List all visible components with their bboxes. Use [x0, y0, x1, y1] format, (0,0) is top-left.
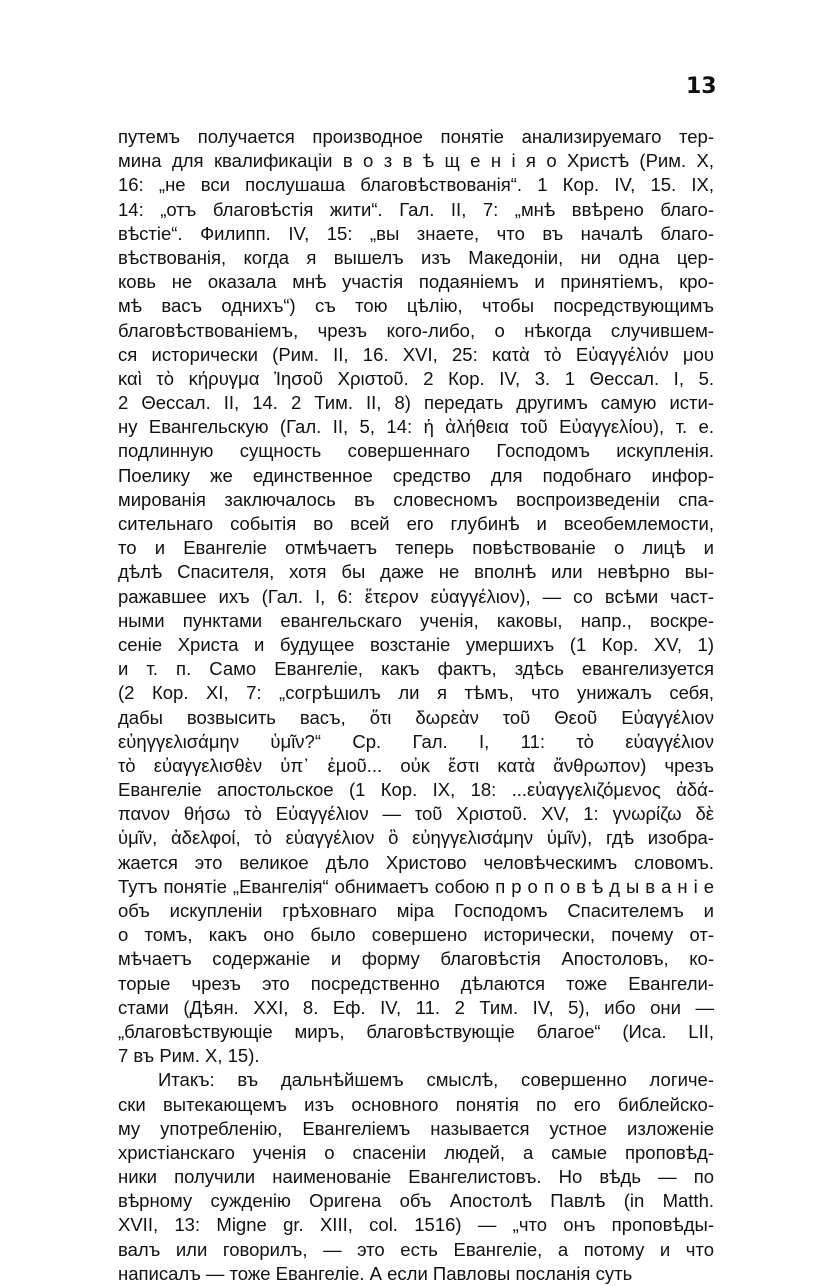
text-line: мина для квалификаціи в о з в ѣ щ е н і я о Христѣ (Рим. X,: [118, 150, 714, 172]
text-line: мированія заключалось въ словесномъ воспроизведеніи спа-: [118, 488, 714, 510]
text-line: стами (Дѣян. XXI, 8. Еф. IV, 11. 2 Тим. IV, 5), ибо они —: [118, 996, 714, 1018]
text-line: 14: „отъ благовѣстія жити“. Гал. II, 7: „мнѣ ввѣрено благо-: [118, 198, 714, 220]
text-line: валъ или говорилъ, — это есть Евангеліе, а потому и что: [118, 1238, 714, 1260]
text-line: Поелику же единственное средство для подобнаго инфор-: [118, 464, 714, 486]
text-line: ὑμῖν, ἀδελφοί, τὸ εὐαγγέλιον ὃ εὐηγγελισάμην ὑμῖν), гдѣ изобра-: [118, 827, 714, 849]
text-line: о томъ, какъ оно было совершено исторически, почему от-: [118, 924, 714, 946]
text-line: ражавшее ихъ (Гал. I, 6: ἕτερον εὐαγγέλιον), — со всѣми част-: [118, 585, 714, 607]
text-line: ся исторически (Рим. II, 16. XVI, 25: κατὰ τὸ Εὐαγγέλιόν μου: [118, 343, 714, 365]
text-line: καὶ τὸ κήρυγμα Ἰησοῦ Χριστοῦ. 2 Кор. IV, 3. 1 Θессал. I, 5.: [118, 367, 714, 389]
text-line: XVII, 13: Migne gr. XIII, col. 1516) — „что онъ проповѣды-: [118, 1214, 714, 1236]
paragraph: [118, 1068, 714, 1286]
page-number: 13: [686, 74, 717, 99]
text-line: христіанскаго ученія о спасеніи людей, а самые проповѣд-: [118, 1141, 714, 1163]
text-line: Тутъ понятіе „Евангелія“ обнимаетъ собою п р о п о в ѣ д ы в а н і е: [118, 875, 714, 897]
text-line: „благовѣствующіе миръ, благовѣствующіе благое“ (Иса. LII,: [118, 1020, 714, 1042]
text-line: Евангеліе апостольское (1 Кор. IX, 18: ...εὐαγγελιζόμενος ἀδά-: [118, 779, 714, 801]
text-line: (2 Кор. XI, 7: „согрѣшилъ ли я тѣмъ, что унижалъ себя,: [118, 682, 714, 704]
text-line: ски вытекающемъ изъ основного понятія по его библейско-: [118, 1093, 714, 1115]
text-line: подлинную сущность совершеннаго Господомъ искупленія.: [118, 440, 714, 462]
text-line: ну Евангельскую (Гал. II, 5, 14: ἡ ἀλήθεια τοῦ Εὐαγγελίου), т. е.: [118, 416, 714, 438]
text-line: мѣ васъ однихъ“) съ тою цѣлію, чтобы посредствующимъ: [118, 295, 714, 317]
text-line: жается это великое дѣло Христово человѣческимъ словомъ.: [118, 851, 714, 873]
text-line: 2 Θессал. II, 14. 2 Тим. II, 8) передать другимъ самую исти-: [118, 392, 714, 414]
text-line: вѣствованія, когда я вышелъ изъ Македоніи, ни одна цер-: [118, 246, 714, 268]
text-line: εὐηγγελισάμην ὑμῖν?“ Ср. Гал. I, 11: τὸ εὐαγγέλιον: [118, 730, 714, 752]
text-line: вѣрному сужденію Оригена объ Апостолѣ Павлѣ (in Matth.: [118, 1190, 714, 1212]
text-line: благовѣствованіемъ, чрезъ кого-либо, о нѣкогда случившем-: [118, 319, 714, 341]
text-line: му употребленію, Евангеліемъ называется устное изложеніе: [118, 1117, 714, 1139]
text-line: и т. п. Само Евангеліе, какъ фактъ, здѣсь евангелизуется: [118, 658, 714, 680]
text-line: дѣлѣ Спасителя, хотя бы даже не вполнѣ или невѣрно вы-: [118, 561, 714, 583]
text-line: то и Евангеліе отмѣчаетъ теперь повѣствованіе о лицѣ и: [118, 537, 714, 559]
paragraph: [118, 125, 714, 1068]
text-line: мѣчаетъ содержаніе и форму благовѣстія Апостоловъ, ко-: [118, 948, 714, 970]
text-line: 16: „не вси послушаша благовѣствованія“. 1 Кор. IV, 15. IX,: [118, 174, 714, 196]
text-line: ными пунктами евангельскаго ученія, каковы, напр., воскре-: [118, 609, 714, 631]
text-line: торые чрезъ это посредственно дѣлаются тоже Евангели-: [118, 972, 714, 994]
text-line: ники получили наименованіе Евангелистовъ. Но вѣдь — по: [118, 1166, 714, 1188]
text-line: Итакъ: въ дальнѣйшемъ смыслѣ, совершенно логиче-: [158, 1069, 714, 1091]
body-text: [118, 125, 714, 1286]
text-line: вѣстіе“. Филипп. IV, 15: „вы знаете, что въ началѣ благо-: [118, 222, 714, 244]
text-line: сительнаго событія во всей его глубинѣ и всеобемлемости,: [118, 513, 714, 534]
text-line: сеніе Христа и будущее возстаніе умершихъ (1 Кор. XV, 1): [118, 633, 714, 655]
text-line: дабы возвысить васъ, ὅτι δωρεὰν τοῦ Θεοῦ Εὐαγγέλιον: [118, 706, 714, 728]
text-line: ковь не оказала мнѣ участія подаяніемъ и принятіемъ, кро-: [118, 271, 714, 293]
text-line: путемъ получается производное понятіе анализируемаго тер-: [118, 126, 714, 147]
text-line: πανον θήσω τὸ Εὐαγγέλιον — τοῦ Χριστοῦ. XV, 1: γνωρίζω δὲ: [118, 803, 714, 825]
text-line: τὸ εὐαγγελισθὲν ὑπ᾽ ἐμοῦ... οὐκ ἔστι κατὰ ἄνθρωπον) чрезъ: [118, 754, 714, 776]
text-line: 7 въ Рим. X, 15).: [118, 1045, 260, 1067]
text-line: написалъ — тоже Евангеліе. А если Павловы посланія суть: [118, 1262, 633, 1284]
text-line: объ искупленіи грѣховнаго міра Господомъ Спасителемъ и: [118, 900, 714, 921]
